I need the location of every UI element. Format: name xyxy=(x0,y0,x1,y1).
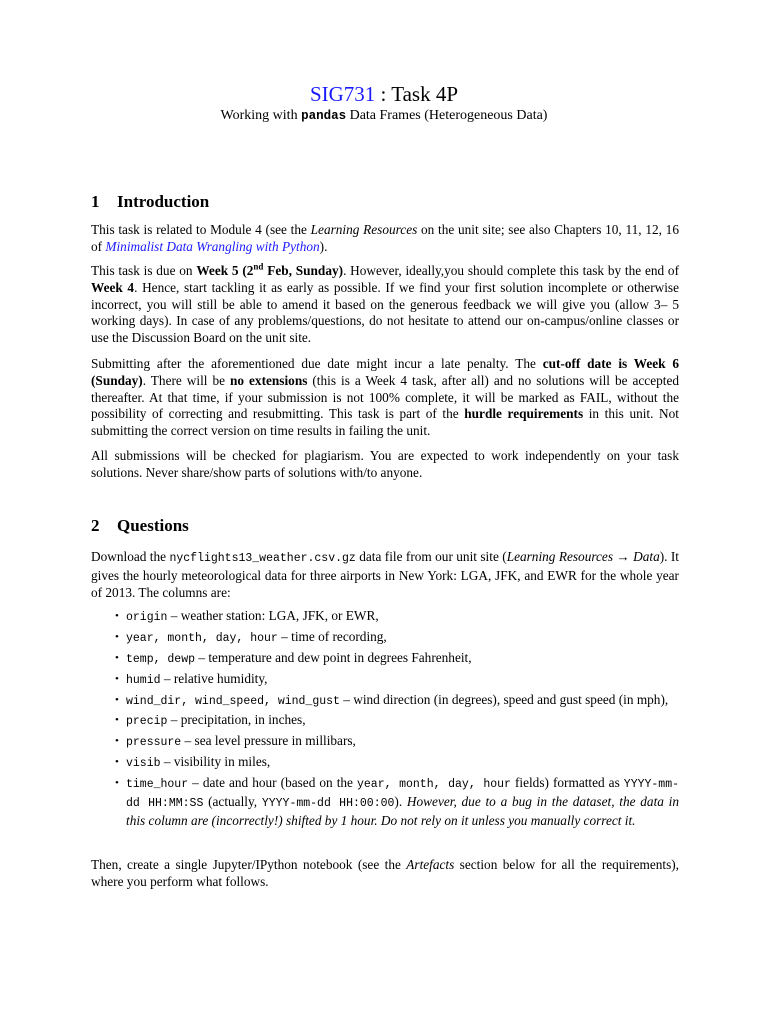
list-item: • visib – visibility in miles, xyxy=(115,754,271,771)
section-number: 2 xyxy=(91,516,100,535)
title-text: : Task 4P xyxy=(375,82,459,106)
list-item: • pressure – sea level pressure in millibars, xyxy=(115,733,356,750)
list-item: • year, month, day, hour – time of recording, xyxy=(115,628,387,645)
section-heading-introduction xyxy=(91,192,209,212)
intro-paragraph-4: All submissions will be checked for plagiarism. You are expected to work independently on your task solutions. Never share/show parts of solutions with/to anyone. xyxy=(91,448,679,480)
intro-paragraph-2: This task is due on Week 5 (2nd Feb, Sunday). However, ideally,you should complete this task by the end of Week 4. Hence, start tackling it as early as possible. If we find your first solution incomplete or otherwise incorrect, you will still be able to amend it based on the generous feedback we will give you (allow 3– 5 working days). In case of any problems/questions, do not hesitate to attend our on-campus/online classes or use the Discussion Board on the unit site. xyxy=(91,261,680,346)
subtitle-code: pandas xyxy=(301,109,347,123)
questions-paragraph-1: Download the nycflights13_weather.csv.gz data file from our unit site (Learning Resources → Data). It gives the hourly meteorological data for three airports in New York: LGA, JFK, and EWR for the whole year of 2013. The columns are: xyxy=(91,549,680,600)
page-title xyxy=(0,82,768,107)
section-title: Questions xyxy=(117,516,189,535)
questions-paragraph-2: Then, create a single Jupyter/IPython notebook (see the Artefacts section below for all the requirements), where you perform what follows. xyxy=(91,857,679,889)
list-item: • temp, dewp – temperature and dew point in degrees Fahrenheit, xyxy=(115,649,472,666)
section-heading-questions xyxy=(91,516,189,536)
list-item: • humid – relative humidity, xyxy=(115,670,268,687)
page-subtitle xyxy=(0,108,768,124)
book-link[interactable]: Minimalist Data Wrangling with Python xyxy=(105,238,320,254)
list-item: • wind_dir, wind_speed, wind_gust – wind direction (in degrees), speed and gust speed (in mph), xyxy=(115,691,669,708)
data-file-name: nycflights13_weather.csv.gz xyxy=(169,552,356,565)
section-number: 1 xyxy=(91,192,100,211)
subtitle-post: Data Frames (Heterogeneous Data) xyxy=(346,108,548,123)
subtitle-pre: Working with xyxy=(220,108,302,123)
list-item: • origin – weather station: LGA, JFK, or EWR, xyxy=(115,608,379,624)
list-item: • precip – precipitation, in inches, xyxy=(115,712,306,729)
columns-list xyxy=(91,608,679,832)
intro-paragraph-1: This task is related to Module 4 (see the Learning Resources on the unit site; see also Chapters 10, 11, 12, 16 of Minimalist Data Wrangling with Python). xyxy=(91,222,679,254)
course-code-link[interactable]: SIG731 xyxy=(309,82,376,106)
list-item: • time_hour – date and hour (based on the year, month, day, hour fields) formatted as YYYY-mm-dd HH:MM:SS (actually, YYYY-mm-dd HH:00:00). However, due to a bug in the dataset, the data in this column are (incorrectly!) shifted by 1 hour. Do not rely on it unless you manually correct it. xyxy=(115,775,680,828)
intro-paragraph-3: Submitting after the aforementioned due date might incur a late penalty. The cut-off date is Week 6 (Sunday). There will be no extensions (this is a Week 4 task, after all) and no solutions will be accepted thereafter. At that time, if your submission is not 100% complete, it will be marked as FAIL, without the possibility of correcting and resubmitting. This task is part of the hurdle requirements in this unit. Not submitting the correct version on time results in failing the unit. xyxy=(91,356,679,439)
section-title: Introduction xyxy=(117,192,210,211)
